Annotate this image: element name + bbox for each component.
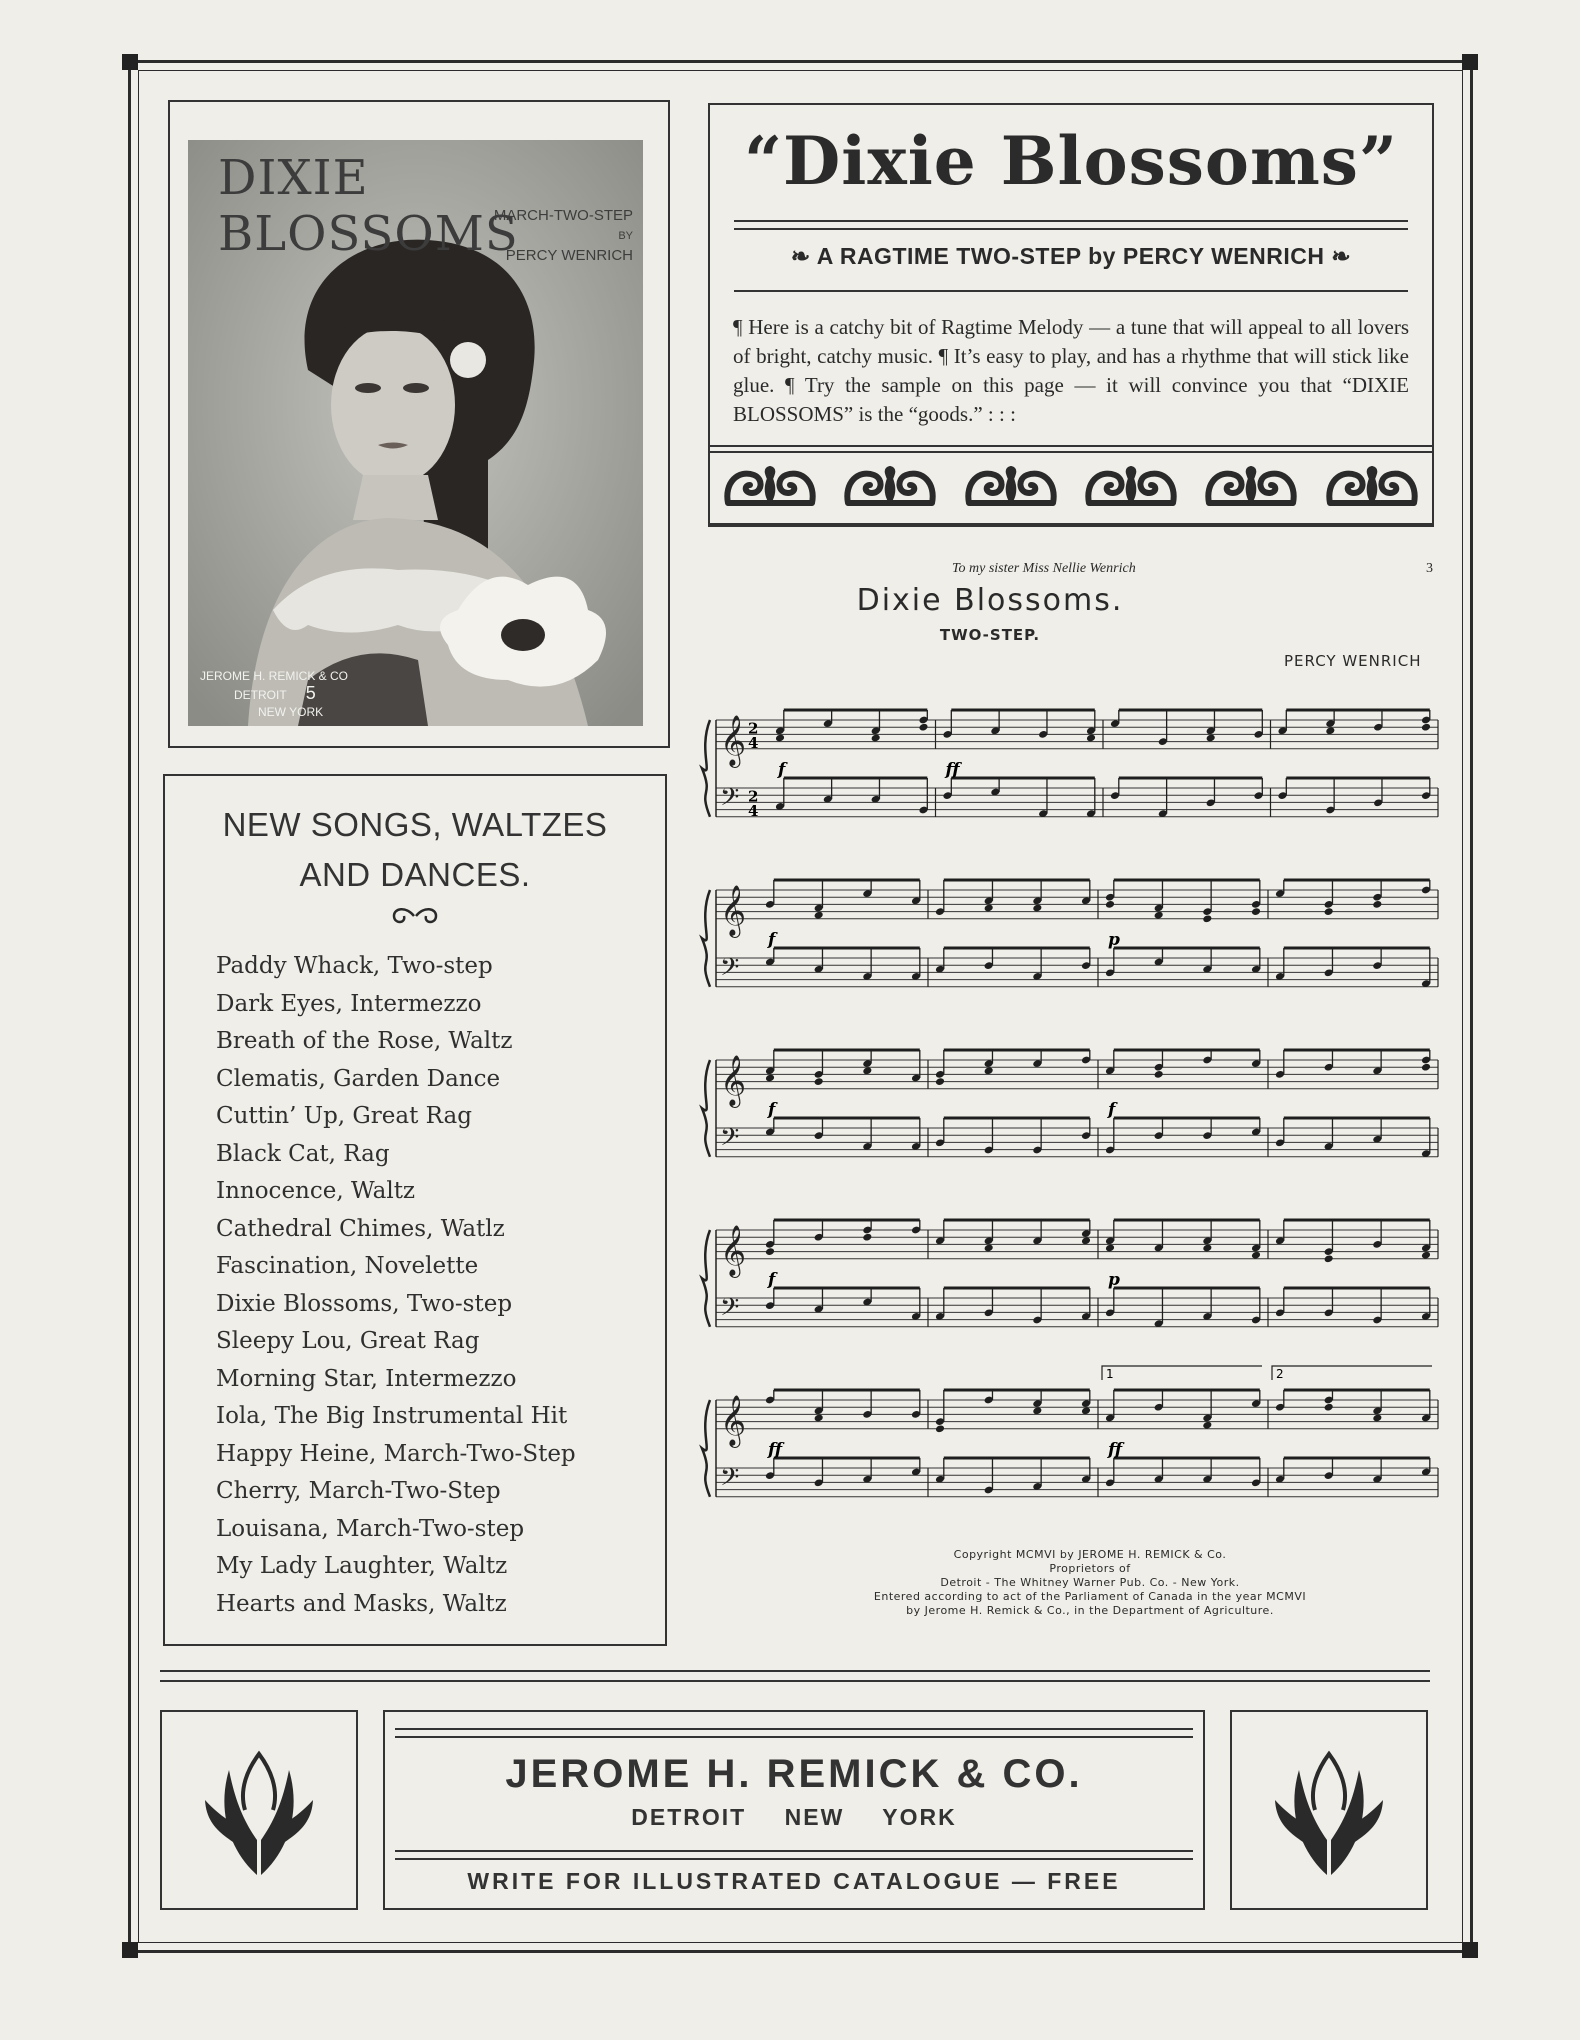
divider xyxy=(160,1670,1430,1672)
song-item: Breath of the Rose, Waltz xyxy=(216,1028,513,1054)
scroll-ornament-icon xyxy=(1081,463,1181,513)
bass-clef: 𝄢 xyxy=(720,1293,740,1328)
bass-clef: 𝄢 xyxy=(720,783,740,818)
cover-subtitle-text: MARCH-TWO-STEP xyxy=(493,207,633,224)
cover-composer: PERCY WENRICH xyxy=(505,247,633,264)
music-score xyxy=(696,690,1446,1540)
note-head xyxy=(1154,1070,1164,1079)
system-brace xyxy=(702,1400,710,1497)
scroll-icon xyxy=(390,902,440,928)
cover-publisher-city: DETROIT xyxy=(234,688,287,702)
note-head xyxy=(1202,914,1212,923)
song-item: Dixie Blossoms, Two-step xyxy=(216,1290,513,1317)
divider xyxy=(734,220,1408,222)
corner-ornament xyxy=(122,54,138,70)
songs-list xyxy=(216,948,576,1623)
dynamic-mark: p xyxy=(1108,1269,1120,1290)
song-item: Iola, The Big Instrumental Hit xyxy=(216,1403,568,1429)
cover-subtitle xyxy=(494,206,633,266)
corner-ornament xyxy=(1462,1942,1478,1958)
song-item: Cherry, March-Two-Step xyxy=(216,1478,501,1504)
song-item: Hearts and Masks, Waltz xyxy=(216,1590,507,1617)
leaf-icon: ❧ xyxy=(1331,243,1352,269)
song-item: Happy Heine, March-Two-Step xyxy=(216,1440,576,1467)
cover-number: 5 xyxy=(305,683,316,703)
dynamic-mark: p xyxy=(1108,929,1120,950)
cover-illustration xyxy=(188,140,643,726)
firm-cities xyxy=(383,1804,1205,1831)
note-head xyxy=(1324,1254,1334,1263)
time-signature: 4 xyxy=(748,801,759,820)
divider xyxy=(708,445,1434,447)
divider xyxy=(395,1850,1193,1852)
treble-clef: 𝄞 xyxy=(720,714,747,766)
dynamic-mark: f xyxy=(768,1269,776,1290)
system-brace xyxy=(702,890,710,987)
treble-clef: 𝄞 xyxy=(720,1054,747,1106)
song-item: Cathedral Chimes, Watlz xyxy=(216,1215,505,1242)
copyright-line: Proprietors of xyxy=(1049,1562,1131,1575)
divider xyxy=(160,1680,1430,1682)
note-head xyxy=(1324,1403,1334,1412)
note-head xyxy=(1372,900,1382,909)
song-item: Morning Star, Intermezzo xyxy=(216,1365,517,1392)
time-signature: 2 xyxy=(748,787,759,806)
volta-number: 1 xyxy=(1106,1367,1114,1381)
headline-subtitle-text: A RAGTIME TWO-STEP by PERCY WENRICH xyxy=(816,243,1325,269)
divider xyxy=(395,1728,1193,1730)
treble-clef: 𝄞 xyxy=(720,884,747,936)
copyright-line: by Jerome H. Remick & Co., in the Department of Agriculture. xyxy=(906,1604,1274,1617)
note-head xyxy=(862,1233,872,1242)
note-head xyxy=(1421,723,1431,732)
scroll-ornament-band xyxy=(710,458,1432,518)
scroll-ornament-icon xyxy=(1201,463,1301,513)
fern-ornament-icon xyxy=(199,1740,319,1880)
corner-ornament xyxy=(1462,54,1478,70)
song-item: Cuttin’ Up, Great Rag xyxy=(216,1103,472,1129)
bass-clef: 𝄢 xyxy=(720,953,740,988)
bass-clef: 𝄢 xyxy=(720,1123,740,1158)
dynamic-mark: ff xyxy=(768,1439,783,1460)
fern-box-left xyxy=(160,1710,358,1910)
divider xyxy=(395,1736,1193,1738)
copyright-notice xyxy=(780,1548,1400,1618)
score-dedication: To my sister Miss Nellie Wenrich xyxy=(952,561,1136,576)
dynamic-mark: f xyxy=(768,1099,776,1120)
divider xyxy=(395,1858,1193,1860)
catalogue-offer: WRITE FOR ILLUSTRATED CATALOGUE — FREE xyxy=(467,1868,1121,1894)
song-item: Clematis, Garden Dance xyxy=(216,1065,501,1092)
score-composer: PERCY WENRICH xyxy=(1284,652,1422,670)
volta-bracket xyxy=(1272,1366,1432,1380)
score-page-number: 3 xyxy=(1426,561,1433,576)
scroll-ornament-icon xyxy=(1322,463,1422,513)
score-title: Dixie Blossoms. xyxy=(856,583,1124,618)
divider xyxy=(708,451,1434,453)
treble-clef: 𝄞 xyxy=(720,1224,747,1276)
cover-title: DIXIE BLOSSOMS xyxy=(218,150,519,262)
bass-clef: 𝄢 xyxy=(720,1463,740,1498)
note-head xyxy=(1251,907,1261,916)
treble-clef: 𝄞 xyxy=(720,1394,747,1446)
songs-title xyxy=(163,800,667,900)
note-head xyxy=(1105,900,1115,909)
headline-blurb: ¶ Here is a catchy bit of Ragtime Melody — a tune that will appeal to all lovers of bright, catchy music. ¶ It’s easy to play, and has a rhythme that will stick like glue. ¶ Try the sample on this page — it will convince you that “DIXIE BLOSSOMS” is the “goods.” : : : xyxy=(733,315,1409,426)
time-signature: 2 xyxy=(748,719,759,738)
headline-title: “Dixie Blossoms” xyxy=(744,122,1398,200)
leaf-icon: ❧ xyxy=(790,243,811,269)
cover-publisher-city: NEW YORK xyxy=(258,705,324,719)
system-brace xyxy=(702,720,710,817)
score-subtitle: TWO-STEP. xyxy=(939,626,1041,644)
divider xyxy=(708,525,1434,527)
cover-by: BY xyxy=(618,230,633,242)
time-signature: 4 xyxy=(748,733,759,752)
headline-subtitle xyxy=(708,243,1434,270)
scroll-ornament-icon xyxy=(961,463,1061,513)
dynamic-mark: f xyxy=(778,759,786,780)
songs-title-line: AND DANCES. xyxy=(299,856,531,893)
song-item: Fascination, Novelette xyxy=(216,1253,479,1279)
scroll-ornament-icon xyxy=(840,463,940,513)
volta-number: 2 xyxy=(1276,1367,1284,1381)
cover-publisher-line: JEROME H. REMICK & CO xyxy=(200,669,349,683)
song-item: My Lady Laughter, Waltz xyxy=(216,1553,508,1579)
note-head xyxy=(1324,907,1334,916)
firm-name: JEROME H. REMICK & CO. xyxy=(505,1752,1083,1796)
note-head xyxy=(765,1247,775,1256)
corner-ornament xyxy=(122,1942,138,1958)
firm-city: NEW YORK xyxy=(784,1804,957,1830)
note-head xyxy=(814,1077,824,1086)
cover-publisher xyxy=(200,668,348,721)
song-item: Paddy Whack, Two-step xyxy=(216,953,493,979)
copyright-line: Detroit - The Whitney Warner Pub. Co. - New York. xyxy=(940,1576,1240,1589)
dynamic-mark: f xyxy=(768,929,776,950)
dynamic-mark: ff xyxy=(945,759,960,780)
note-head xyxy=(935,1077,945,1086)
scroll-ornament-icon xyxy=(720,463,820,513)
divider xyxy=(734,228,1408,230)
song-item: Sleepy Lou, Great Rag xyxy=(216,1328,480,1354)
copyright-line: Copyright MCMVI by JEROME H. REMICK & Co. xyxy=(953,1548,1227,1561)
note-head xyxy=(1421,1063,1431,1072)
system-brace xyxy=(702,1060,710,1157)
fern-box-right xyxy=(1230,1710,1428,1910)
note-head xyxy=(935,1424,945,1433)
dynamic-mark: f xyxy=(1108,1099,1116,1120)
songs-title-line: NEW SONGS, WALTZES xyxy=(222,806,608,843)
song-item: Louisana, March-Two-step xyxy=(216,1515,525,1542)
song-item: Black Cat, Rag xyxy=(216,1140,390,1167)
note-head xyxy=(918,723,928,732)
song-item: Dark Eyes, Intermezzo xyxy=(216,990,482,1017)
firm-city: DETROIT xyxy=(631,1804,747,1830)
divider xyxy=(734,290,1408,292)
fern-ornament-icon xyxy=(1269,1740,1389,1880)
dynamic-mark: ff xyxy=(1108,1439,1123,1460)
volta-bracket xyxy=(1102,1366,1262,1380)
system-brace xyxy=(702,1230,710,1327)
song-item: Innocence, Waltz xyxy=(216,1178,416,1204)
copyright-line: Entered according to act of the Parliament of Canada in the year MCMVI xyxy=(873,1590,1307,1603)
